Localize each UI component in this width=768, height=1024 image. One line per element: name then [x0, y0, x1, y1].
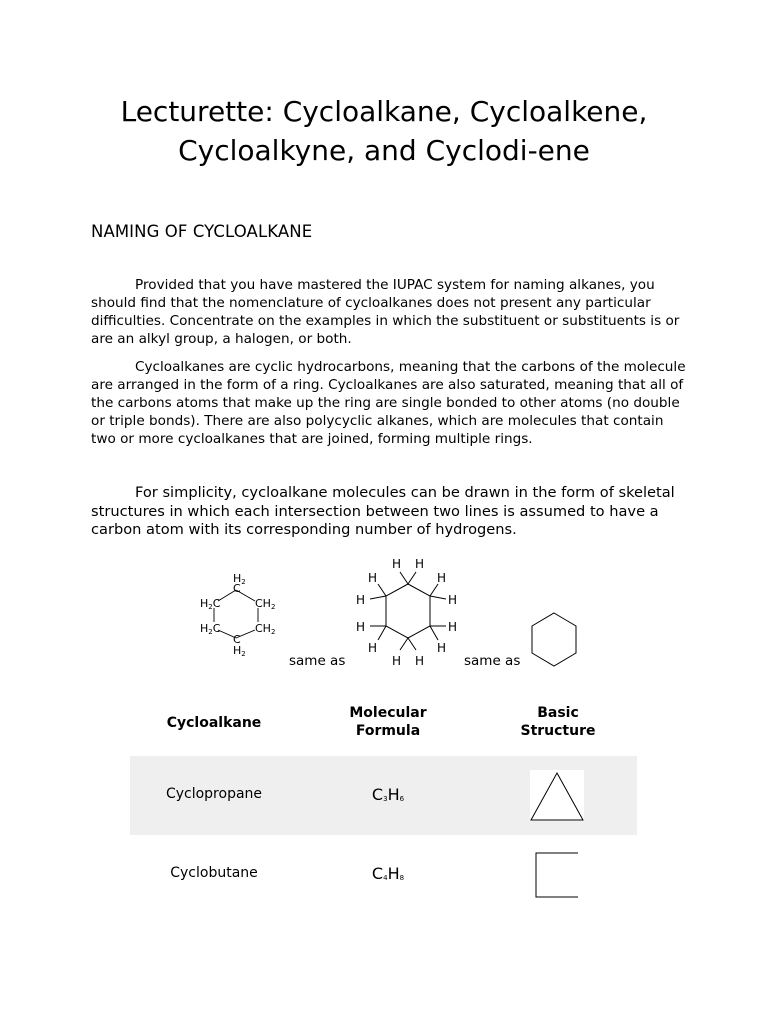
h-label: H	[448, 620, 458, 634]
condensed-top-c: C	[233, 582, 241, 595]
molecular-formula: $C_4H_8$	[371, 864, 405, 883]
paragraph-iupac: Provided that you have mastered the IUPAC system for naming alkanes, you should find that the nomenclature of cycloalkanes does not present any particular difficulties. Concentrate on the examples in which the substituent or substituents is or are an alkyl group, a halogen, or both.	[91, 277, 680, 347]
h-label: H	[356, 620, 366, 634]
paragraph-cyclic-hydrocarbons: Cycloalkanes are cyclic hydrocarbons, meaning that the carbons of the molecule are arranged in the form of a ring. Cycloalkanes are also saturated, meaning that all of the carbons atoms that make up the ring are single bonded to other atoms (no double or triple bonds). There are also polycyclic alkanes, which are molecules that contain two or more cycloalkanes that are joined, forming multiple rings.	[91, 359, 686, 447]
h-label: H	[392, 557, 402, 571]
section-heading: NAMING OF CYCLOALKANE	[91, 222, 313, 241]
square-structure-icon	[528, 849, 578, 903]
condensed-left-top: H2C	[200, 597, 221, 611]
condensed-left-bottom: H2C	[200, 622, 221, 636]
same-as-label-1: same as	[289, 653, 346, 669]
condensed-right-bottom: CH2	[255, 622, 276, 636]
h-label: H	[448, 593, 458, 607]
skeletal-cyclohexane	[530, 612, 578, 668]
header-basic-structure	[488, 704, 628, 740]
paragraph-skeletal: For simplicity, cycloalkane molecules can be drawn in the form of skeletal structures in which each intersection between two lines is assumed to have a carbon atom with its corresponding number of hydrogens.	[91, 484, 675, 538]
header-basic-line1: Basic	[537, 705, 579, 721]
h-label: H	[437, 571, 447, 585]
h-label: H	[392, 654, 402, 668]
h-label: H	[368, 641, 378, 655]
cycloalkane-name: Cyclobutane	[170, 865, 258, 881]
same-as-label-2: same as	[464, 653, 521, 669]
title-line-2: Cycloalkyne, and Cyclodi-ene	[178, 134, 590, 167]
table-row	[130, 835, 637, 914]
molecular-formula: $C_3H_6$	[371, 785, 405, 804]
header-molecular-line2: Formula	[355, 723, 421, 739]
header-cycloalkane: Cycloalkane	[166, 715, 262, 731]
header-molecular-line1: Molecular	[349, 705, 427, 721]
full-cyclohexane-structure	[352, 554, 464, 670]
header-basic-line2: Structure	[520, 723, 596, 739]
h-label: H	[415, 557, 425, 571]
h-label: H	[437, 641, 447, 655]
cycloalkane-name: Cyclopropane	[165, 786, 263, 802]
cycloalkane-table	[130, 694, 637, 914]
condensed-bottom-c: C	[233, 633, 241, 646]
condensed-right-top: CH2	[255, 597, 276, 611]
table-row	[130, 756, 637, 835]
title-line-1: Lecturette: Cycloalkane, Cycloalkene,	[120, 95, 648, 128]
condensed-bottom-h: H2	[233, 644, 246, 658]
page-title	[0, 92, 768, 170]
triangle-structure-icon	[528, 770, 586, 826]
condensed-cyclohexane-structure	[196, 570, 286, 662]
h-label: H	[415, 654, 425, 668]
condensed-top-h: H2	[233, 572, 246, 586]
table-header-row	[130, 694, 637, 756]
h-label: H	[368, 571, 378, 585]
h-label: H	[356, 593, 366, 607]
header-molecular-formula	[318, 704, 458, 740]
